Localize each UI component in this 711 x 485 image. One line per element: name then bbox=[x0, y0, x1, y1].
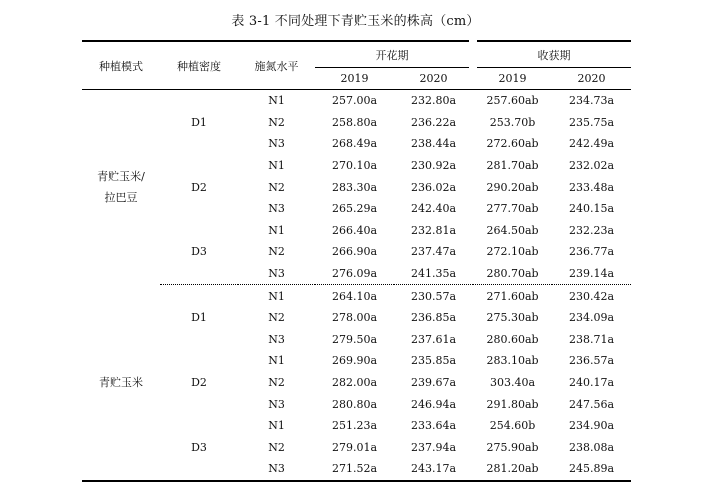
value-cell: 270.10a bbox=[331, 159, 378, 173]
value-cell: 281.70ab bbox=[486, 159, 539, 173]
table-row bbox=[82, 220, 631, 242]
header-year: 2020 bbox=[552, 68, 631, 90]
header-year: 2020 bbox=[394, 68, 473, 90]
value-cell: 233.64a bbox=[410, 419, 457, 433]
value-cell: 278.00a bbox=[331, 311, 378, 325]
value-cell: 281.20ab bbox=[473, 458, 552, 481]
value-cell: 236.77a bbox=[568, 245, 615, 259]
density-cell: D1 bbox=[160, 285, 238, 350]
value-cell: 264.10a bbox=[315, 285, 394, 307]
value-cell: 266.40a bbox=[331, 223, 378, 237]
nitrogen-cell: N1 bbox=[268, 354, 285, 368]
value-cell: 243.17a bbox=[394, 458, 473, 481]
value-cell: 236.57a bbox=[568, 354, 615, 368]
value-cell: 239.14a bbox=[568, 267, 615, 281]
value-cell: 257.60ab bbox=[486, 94, 539, 108]
value-cell: 232.02a bbox=[568, 159, 615, 173]
planting-mode-label: 青贮玉米 bbox=[99, 375, 143, 389]
table-row bbox=[82, 415, 631, 437]
table-row bbox=[82, 155, 631, 177]
density-cell: D1 bbox=[191, 115, 207, 129]
nitrogen-cell: N1 bbox=[238, 285, 315, 307]
header-density: 种植密度 bbox=[160, 41, 238, 90]
value-cell: 275.30ab bbox=[486, 311, 539, 325]
value-cell: 234.73a bbox=[568, 94, 615, 108]
value-cell: 233.48a bbox=[568, 180, 615, 194]
value-cell: 272.10ab bbox=[486, 245, 539, 259]
value-cell: 230.42a bbox=[552, 285, 631, 307]
value-cell: 280.60ab bbox=[486, 332, 539, 346]
value-cell: 246.94a bbox=[410, 397, 457, 411]
planting-mode-label-line2: 拉巴豆 bbox=[104, 191, 138, 205]
value-cell: 254.60b bbox=[489, 419, 536, 433]
planting-mode-label: 青贮玉米/ bbox=[97, 170, 145, 184]
nitrogen-cell: N2 bbox=[268, 376, 285, 390]
table-row bbox=[82, 285, 631, 307]
nitrogen-cell: N3 bbox=[238, 458, 315, 481]
value-cell: 268.49a bbox=[331, 137, 378, 151]
value-cell: 271.52a bbox=[315, 458, 394, 481]
value-cell: 271.60ab bbox=[473, 285, 552, 307]
value-cell: 238.08a bbox=[568, 440, 615, 454]
value-cell: 269.90a bbox=[331, 354, 378, 368]
header-mode: 种植模式 bbox=[82, 41, 160, 90]
density-cell: D3 bbox=[191, 245, 207, 259]
value-cell: 230.57a bbox=[394, 285, 473, 307]
table-row bbox=[82, 90, 631, 112]
value-cell: 235.85a bbox=[410, 354, 457, 368]
header-flowering: 开花期 bbox=[315, 41, 473, 68]
value-cell: 280.80a bbox=[331, 397, 378, 411]
nitrogen-cell: N1 bbox=[268, 94, 285, 108]
table-body bbox=[82, 90, 631, 481]
value-cell: 290.20ab bbox=[486, 180, 539, 194]
value-cell: 264.50ab bbox=[486, 223, 539, 237]
value-cell: 236.22a bbox=[410, 115, 457, 129]
header-row-1 bbox=[82, 41, 631, 68]
value-cell: 272.60ab bbox=[486, 137, 539, 151]
nitrogen-cell: N2 bbox=[268, 245, 285, 259]
value-cell: 236.85a bbox=[410, 311, 457, 325]
value-cell: 235.75a bbox=[568, 115, 615, 129]
value-cell: 279.01a bbox=[331, 440, 378, 454]
nitrogen-cell: N3 bbox=[268, 332, 285, 346]
plant-height-table bbox=[82, 40, 631, 482]
value-cell: 279.50a bbox=[331, 332, 378, 346]
value-cell: 240.17a bbox=[568, 376, 615, 390]
planting-mode-cell bbox=[82, 90, 160, 285]
value-cell: 257.00a bbox=[331, 94, 378, 108]
value-cell: 238.44a bbox=[410, 137, 457, 151]
value-cell: 283.30a bbox=[331, 180, 378, 194]
header-year: 2019 bbox=[315, 68, 394, 90]
value-cell: 291.80ab bbox=[486, 397, 539, 411]
value-cell: 239.67a bbox=[410, 376, 457, 390]
value-cell: 253.70b bbox=[489, 115, 536, 129]
header-harvest: 收获期 bbox=[473, 41, 631, 68]
value-cell: 277.70ab bbox=[486, 202, 539, 216]
value-cell: 230.92a bbox=[410, 159, 457, 173]
table-caption: 表 3-1 不同处理下青贮玉米的株高（cm） bbox=[231, 14, 480, 29]
header-nitrogen: 施氮水平 bbox=[238, 41, 315, 90]
value-cell: 232.23a bbox=[568, 223, 615, 237]
value-cell: 280.70ab bbox=[486, 267, 539, 281]
value-cell: 265.29a bbox=[331, 202, 378, 216]
value-cell: 237.47a bbox=[410, 245, 457, 259]
value-cell: 234.09a bbox=[568, 311, 615, 325]
value-cell: 282.00a bbox=[331, 376, 378, 390]
density-cell: D2 bbox=[191, 376, 207, 390]
nitrogen-cell: N2 bbox=[268, 115, 285, 129]
nitrogen-cell: N3 bbox=[268, 397, 285, 411]
value-cell: 251.23a bbox=[331, 419, 378, 433]
value-cell: 237.94a bbox=[410, 440, 457, 454]
nitrogen-cell: N1 bbox=[268, 223, 285, 237]
nitrogen-cell: N1 bbox=[268, 159, 285, 173]
value-cell: 238.71a bbox=[568, 332, 615, 346]
value-cell: 234.90a bbox=[568, 419, 615, 433]
value-cell: 283.10ab bbox=[486, 354, 539, 368]
planting-mode-cell bbox=[82, 285, 160, 481]
value-cell: 247.56a bbox=[568, 397, 615, 411]
density-cell: D2 bbox=[191, 180, 207, 194]
value-cell: 303.40a bbox=[489, 376, 536, 390]
value-cell: 245.89a bbox=[552, 458, 631, 481]
value-cell: 232.80a bbox=[410, 94, 457, 108]
value-cell: 242.49a bbox=[568, 137, 615, 151]
nitrogen-cell: N3 bbox=[268, 267, 285, 281]
value-cell: 241.35a bbox=[410, 267, 457, 281]
nitrogen-cell: N1 bbox=[268, 419, 285, 433]
header-year: 2019 bbox=[473, 68, 552, 90]
density-cell: D3 bbox=[160, 415, 238, 481]
value-cell: 275.90ab bbox=[486, 440, 539, 454]
value-cell: 242.40a bbox=[410, 202, 457, 216]
nitrogen-cell: N2 bbox=[268, 180, 285, 194]
value-cell: 236.02a bbox=[410, 180, 457, 194]
nitrogen-cell: N3 bbox=[268, 202, 285, 216]
value-cell: 232.81a bbox=[410, 223, 457, 237]
nitrogen-cell: N2 bbox=[268, 311, 285, 325]
nitrogen-cell: N2 bbox=[268, 440, 285, 454]
value-cell: 240.15a bbox=[568, 202, 615, 216]
value-cell: 258.80a bbox=[331, 115, 378, 129]
value-cell: 237.61a bbox=[410, 332, 457, 346]
table-row bbox=[82, 350, 631, 372]
value-cell: 266.90a bbox=[331, 245, 378, 259]
nitrogen-cell: N3 bbox=[268, 137, 285, 151]
value-cell: 276.09a bbox=[331, 267, 378, 281]
